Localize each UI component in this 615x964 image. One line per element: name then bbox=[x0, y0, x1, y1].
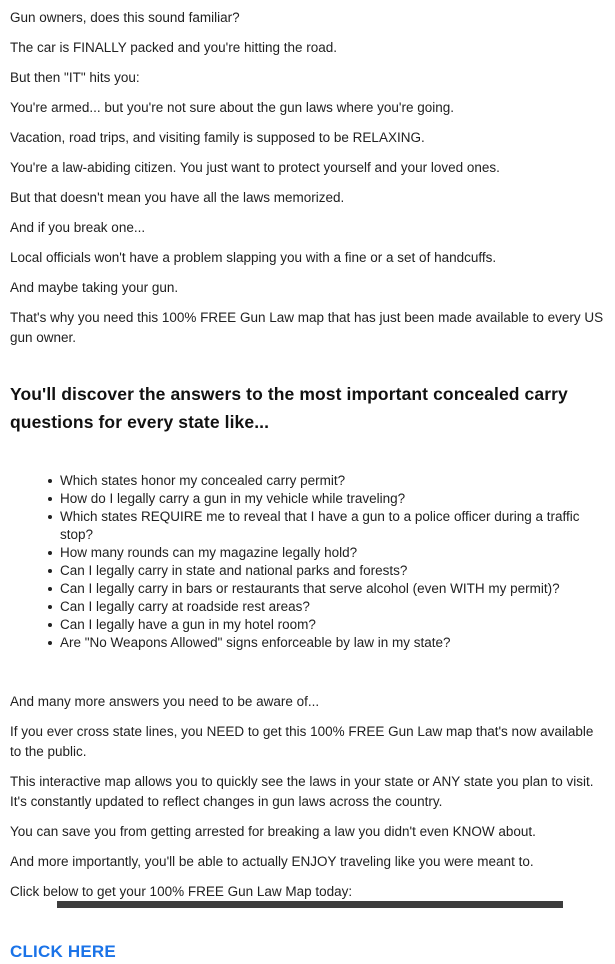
intro-paragraph: And maybe taking your gun. bbox=[10, 280, 179, 295]
question-list-item: Can I legally carry at roadside rest areas? bbox=[60, 598, 605, 616]
question-list-item: Which states REQUIRE me to reveal that I have a gun to a police officer during a traffic stop? bbox=[60, 508, 605, 544]
section-heading: You'll discover the answers to the most important concealed carry questions for every state like... bbox=[10, 384, 568, 432]
question-list-item: Can I legally have a gun in my hotel room? bbox=[60, 616, 605, 634]
intro-paragraph: The car is FINALLY packed and you're hitting the road. bbox=[10, 40, 338, 55]
outro-paragraph: If you ever cross state lines, you NEED to get this 100% FREE Gun Law map that's now available to the public. bbox=[10, 724, 594, 759]
intro-paragraph: Gun owners, does this sound familiar? bbox=[10, 10, 240, 25]
intro-paragraph: And if you break one... bbox=[10, 220, 146, 235]
question-list bbox=[10, 472, 605, 652]
question-list-item: How do I legally carry a gun in my vehicle while traveling? bbox=[60, 490, 605, 508]
outro-paragraph: Click below to get your 100% FREE Gun Law Map today: bbox=[10, 884, 353, 899]
question-list-item: Can I legally carry in state and national parks and forests? bbox=[60, 562, 605, 580]
media-embed-top-edge bbox=[57, 901, 563, 908]
outro-paragraph: This interactive map allows you to quickly see the laws in your state or ANY state you plan to visit. It's constantly updated to reflect changes in gun laws across the country. bbox=[10, 774, 594, 809]
outro-section bbox=[10, 692, 605, 902]
intro-paragraph: But that doesn't mean you have all the laws memorized. bbox=[10, 190, 345, 205]
outro-paragraph: You can save you from getting arrested for breaking a law you didn't even KNOW about. bbox=[10, 824, 536, 839]
intro-paragraph: Vacation, road trips, and visiting family is supposed to be RELAXING. bbox=[10, 130, 425, 145]
outro-paragraph: And many more answers you need to be aware of... bbox=[10, 694, 320, 709]
intro-paragraph: That's why you need this 100% FREE Gun Law map that has just been made available to every US gun owner. bbox=[10, 310, 604, 345]
question-list-item: How many rounds can my magazine legally hold? bbox=[60, 544, 605, 562]
question-list-item: Which states honor my concealed carry permit? bbox=[60, 472, 605, 490]
intro-paragraph: Local officials won't have a problem slapping you with a fine or a set of handcuffs. bbox=[10, 250, 497, 265]
intro-paragraph: But then "IT" hits you: bbox=[10, 70, 140, 85]
outro-paragraph: And more importantly, you'll be able to actually ENJOY traveling like you were meant to. bbox=[10, 854, 534, 869]
intro-paragraph: You're armed... but you're not sure about the gun laws where you're going. bbox=[10, 100, 455, 115]
click-here-link[interactable]: CLICK HERE bbox=[10, 942, 116, 961]
question-list-item: Can I legally carry in bars or restaurants that serve alcohol (even WITH my permit)? bbox=[60, 580, 605, 598]
intro-paragraph: You're a law-abiding citizen. You just want to protect yourself and your loved ones. bbox=[10, 160, 500, 175]
question-list-item: Are "No Weapons Allowed" signs enforceable by law in my state? bbox=[60, 634, 605, 652]
